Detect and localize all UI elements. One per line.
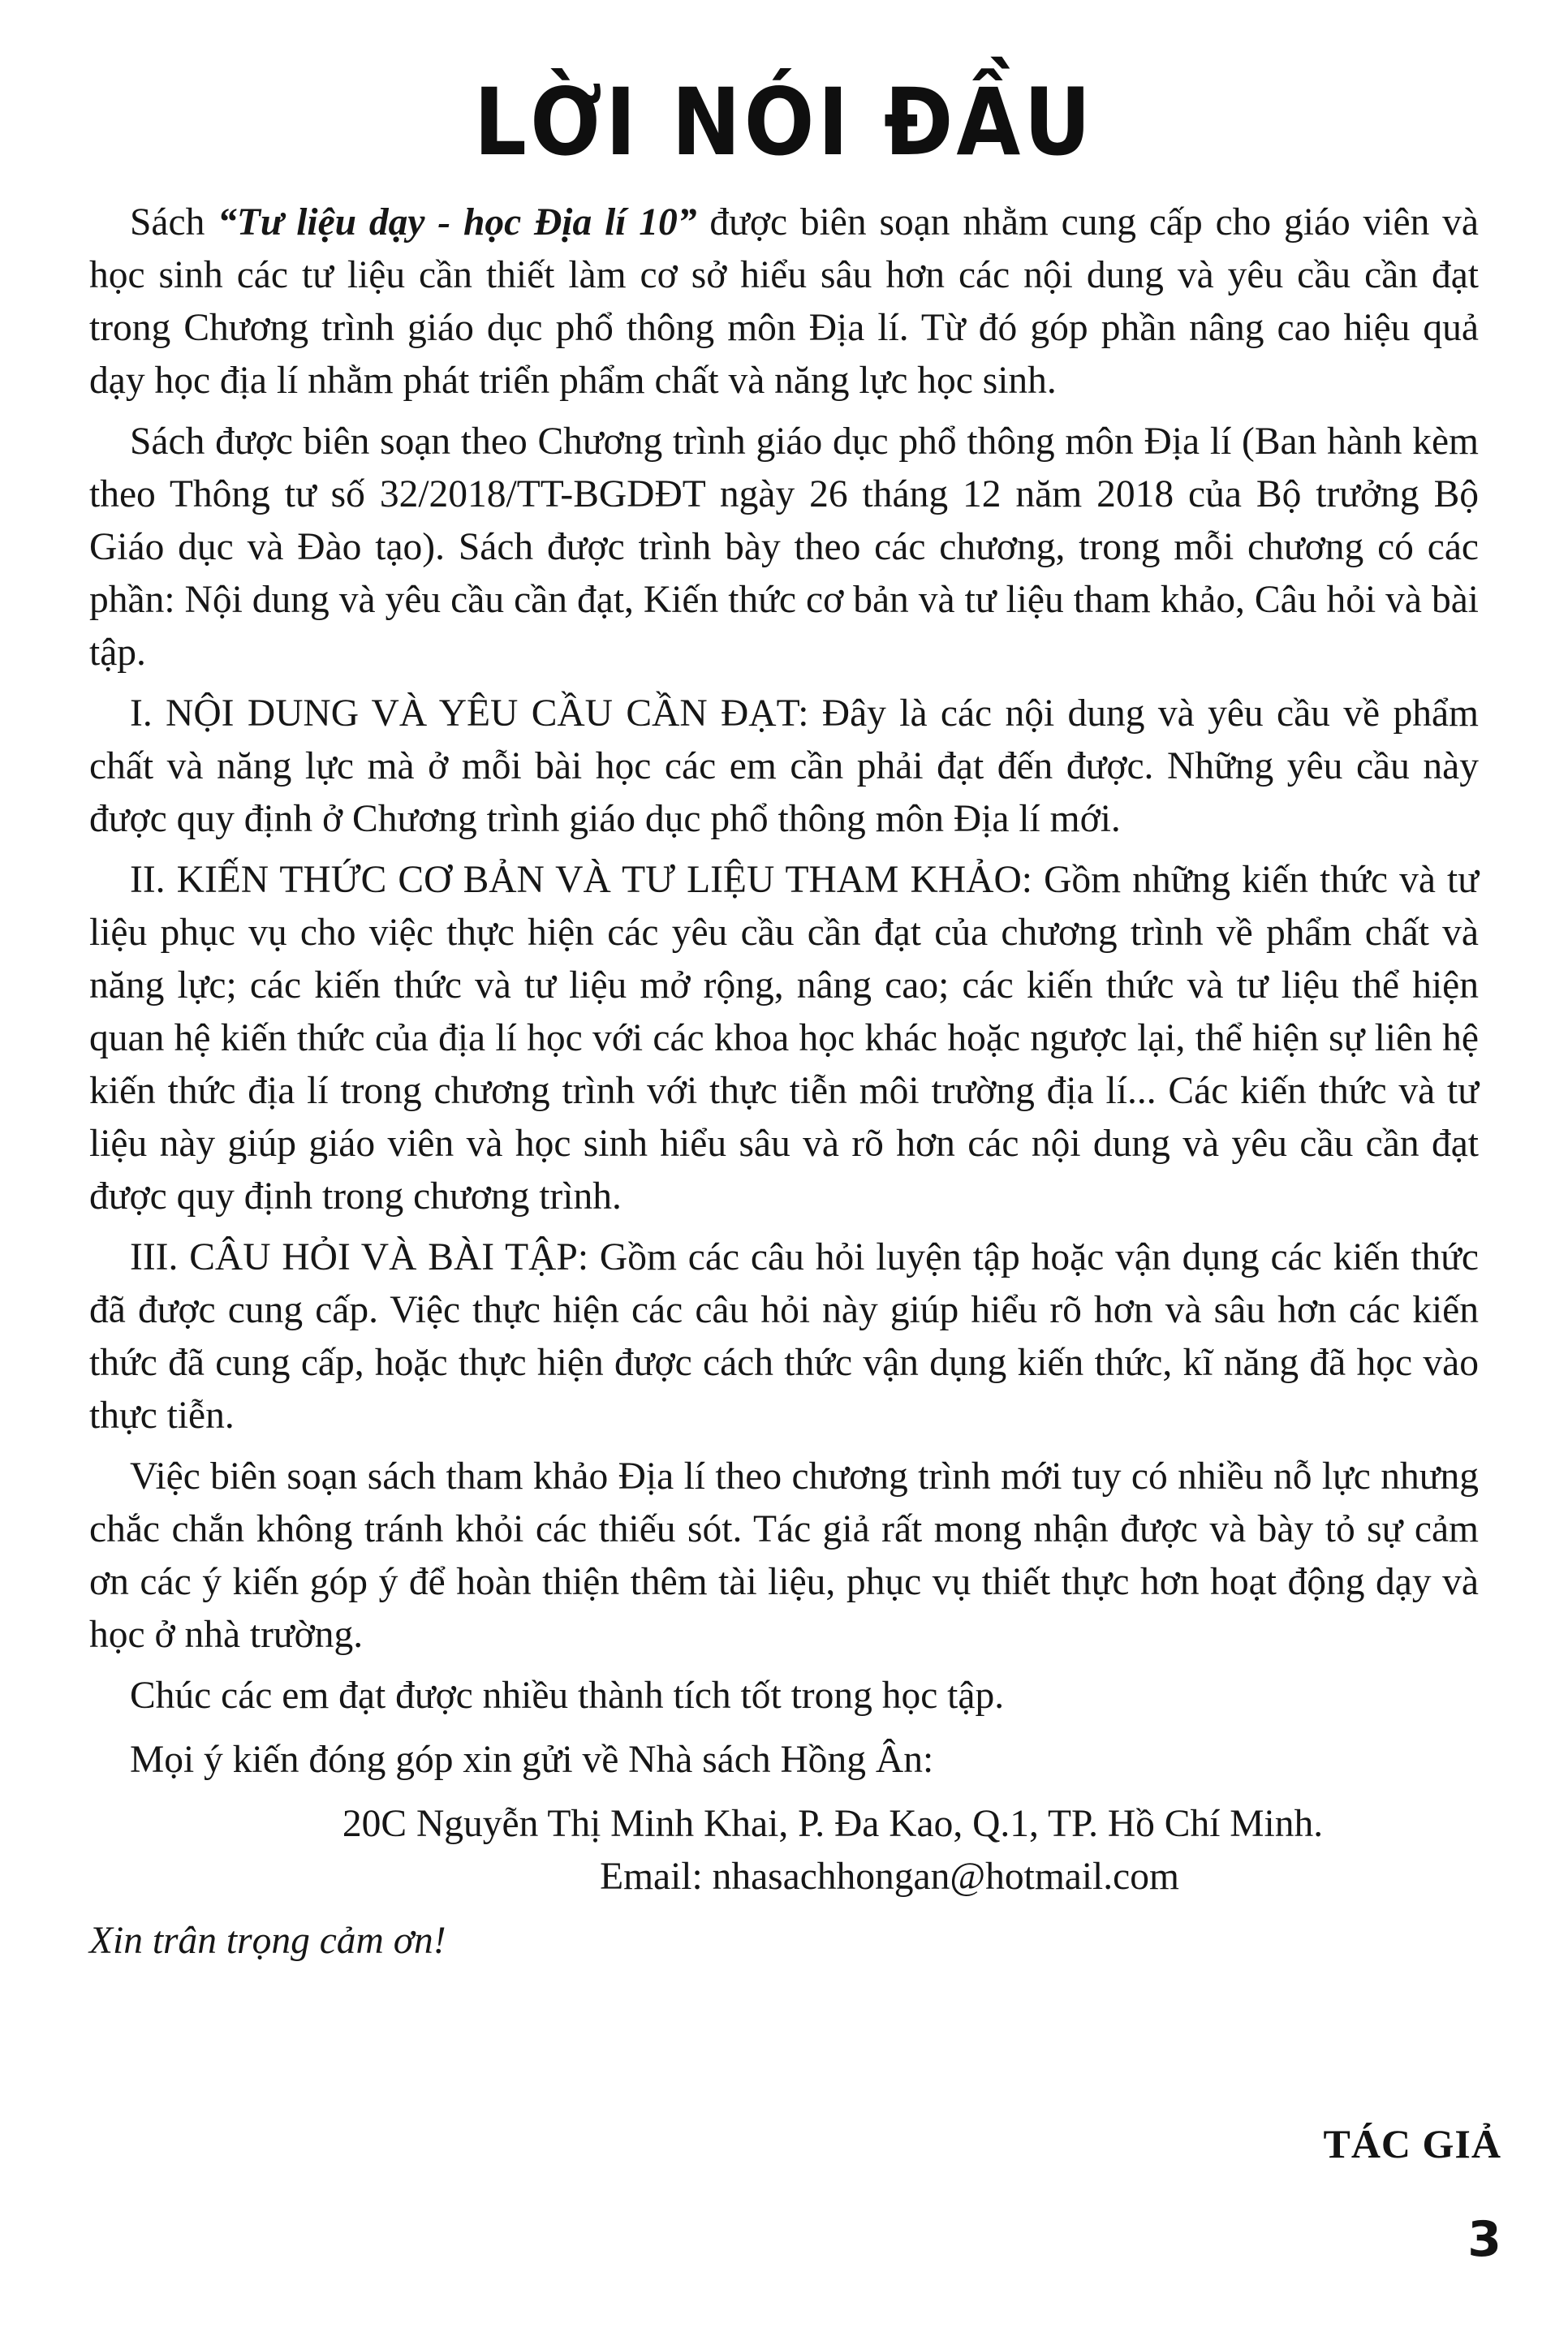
paragraph-section-i: I. NỘI DUNG VÀ YÊU CẦU CẦN ĐẠT: Đây là các nội dung và yêu cầu về phẩm chất và năng lực mà ở mỗi bài học các em cần phải đạt đến được. Những yêu cầu này được quy định ở Chương trình giáo dục phổ thông môn Địa lí mới. [89, 692, 1479, 840]
contact-email: Email: nhasachhongan@hotmail.com [600, 1856, 1179, 1898]
preface-body [89, 196, 1479, 1968]
paragraph-section-ii: II. KIẾN THỨC CƠ BẢN VÀ TƯ LIỆU THAM KHẢO: Gồm những kiến thức và tư liệu phục vụ cho việc thực hiện các yêu cầu cần đạt của chương trình về phẩm chất và năng lực; các kiến thức và tư liệu mở rộng, nâng cao; các kiến thức và tư liệu thể hiện quan hệ kiến thức của địa lí học với các khoa học khác hoặc ngược lại, thể hiện sự liên hệ kiến thức địa lí trong chương trình với thực tiễn môi trường địa lí... Các kiến thức và tư liệu này giúp giáo viên và học sinh hiểu sâu và rõ hơn các nội dung và yêu cầu cần đạt được quy định trong chương trình. [89, 859, 1479, 1218]
paragraph-structure: Sách được biên soạn theo Chương trình giáo dục phổ thông môn Địa lí (Ban hành kèm theo Thông tư số 32/2018/TT-BGDĐT ngày 26 tháng 12 năm 2018 của Bộ trưởng Bộ Giáo dục và Đào tạo). Sách được trình bày theo các chương, trong mỗi chương có các phần: Nội dung và yêu cầu cần đạt, Kiến thức cơ bản và tư liệu tham khảo, Câu hỏi và bài tập. [89, 420, 1479, 674]
intro-prefix: Sách [130, 201, 218, 244]
page-number: 3 [1467, 2211, 1501, 2268]
page-title: LỜI NÓI ĐẦU [473, 68, 1095, 178]
contact-address: 20C Nguyễn Thị Minh Khai, P. Đa Kao, Q.1, TP. Hồ Chí Minh. [342, 1803, 1324, 1845]
author-signature: TÁC GIẢ [1323, 2121, 1501, 2166]
intro-paragraph [89, 196, 1479, 407]
contact-intro: Mọi ý kiến đóng góp xin gửi về Nhà sách Hồng Ân: [130, 1739, 934, 1781]
book-title: “Tư liệu dạy - học Địa lí 10” [218, 201, 697, 244]
closing-line: Xin trân trọng cảm ơn! [89, 1920, 446, 1962]
intro-suffix: được biên soạn nhằm cung cấp cho giáo viên và học sinh các tư liệu cần thiết làm cơ sở hiểu sâu hơn các nội dung và yêu cầu cần đạt trong Chương trình giáo dục phổ thông môn Địa lí. Từ đó góp phần nâng cao hiệu quả dạy học địa lí nhằm phát triển phẩm chất và năng lực học sinh. [89, 201, 1479, 402]
paragraph-acknowledgement: Việc biên soạn sách tham khảo Địa lí theo chương trình mới tuy có nhiều nỗ lực nhưng chắc chắn không tránh khỏi các thiếu sót. Tác giả rất mong nhận được và bày tỏ sự cảm ơn các ý kiến góp ý để hoàn thiện thêm tài liệu, phục vụ thiết thực hơn hoạt động dạy và học ở nhà trường. [89, 1455, 1479, 1656]
wish-line: Chúc các em đạt được nhiều thành tích tốt trong học tập. [130, 1675, 1005, 1717]
paragraph-section-iii: III. CÂU HỎI VÀ BÀI TẬP: Gồm các câu hỏi luyện tập hoặc vận dụng các kiến thức đã được cung cấp. Việc thực hiện các câu hỏi này giúp hiểu rõ hơn và sâu hơn các kiến thức đã cung cấp, hoặc thực hiện được cách thức vận dụng kiến thức, kĩ năng đã học vào thực tiễn. [89, 1236, 1479, 1437]
